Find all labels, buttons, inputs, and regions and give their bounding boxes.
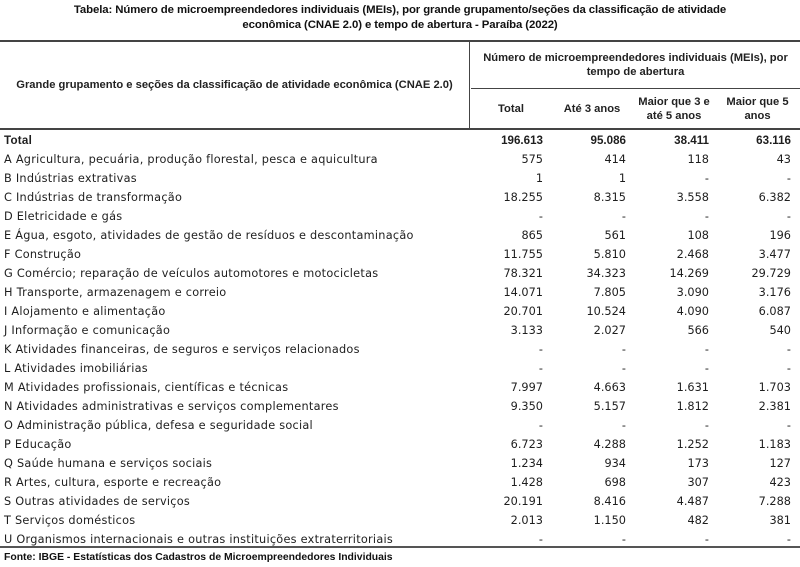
row-label: Total: [4, 134, 33, 147]
table-bottom-rule: [0, 546, 800, 548]
row-label: E Água, esgoto, atividades de gestão de resíduos e descontaminação: [4, 229, 414, 242]
table-row: [0, 473, 800, 492]
table-row: [0, 397, 800, 416]
cell-mais-5-anos: 1.703: [758, 381, 791, 394]
table-row: [0, 359, 800, 378]
cell-3-a-5-anos: -: [704, 343, 709, 356]
cell-total: -: [538, 362, 543, 375]
cell-3-a-5-anos: 3.090: [676, 286, 709, 299]
cell-total: 1.428: [510, 476, 543, 489]
cell-total: -: [538, 210, 543, 223]
cell-ate-3-anos: 7.805: [593, 286, 626, 299]
cell-3-a-5-anos: 3.558: [676, 191, 709, 204]
row-label: U Organismos internacionais e outras instituições extraterritoriais: [4, 533, 394, 546]
cell-total: 9.350: [510, 400, 543, 413]
cell-ate-3-anos: 698: [604, 476, 626, 489]
cell-mais-5-anos: 63.116: [756, 134, 791, 147]
cell-3-a-5-anos: 482: [687, 514, 709, 527]
cell-total: 20.701: [503, 305, 543, 318]
cell-ate-3-anos: 4.663: [593, 381, 626, 394]
cell-3-a-5-anos: 307: [687, 476, 709, 489]
cell-mais-5-anos: 1.183: [758, 438, 791, 451]
cell-3-a-5-anos: 108: [687, 229, 709, 242]
table-row: [0, 245, 800, 264]
column-headers: [471, 89, 800, 128]
table-row: [0, 169, 800, 188]
cell-ate-3-anos: -: [621, 419, 626, 432]
row-label: R Artes, cultura, esporte e recreação: [4, 476, 222, 489]
row-label: O Administração pública, defesa e seguridade social: [4, 419, 313, 432]
cell-ate-3-anos: 934: [604, 457, 626, 470]
cell-mais-5-anos: 2.381: [758, 400, 791, 413]
row-label: B Indústrias extrativas: [4, 172, 137, 185]
cell-mais-5-anos: 196: [769, 229, 791, 242]
cell-ate-3-anos: -: [621, 362, 626, 375]
cell-mais-5-anos: 6.087: [758, 305, 791, 318]
cell-ate-3-anos: 34.323: [586, 267, 626, 280]
cell-total: 196.613: [501, 134, 543, 147]
cell-mais-5-anos: 29.729: [751, 267, 791, 280]
column-group-header: Número de microempreendedores individuais (MEIs), por tempo de abertura: [471, 42, 800, 89]
row-label: J Informação e comunicação: [4, 324, 171, 337]
row-label: Q Saúde humana e serviços sociais: [4, 457, 213, 470]
row-label: A Agricultura, pecuária, produção florestal, pesca e aquicultura: [4, 153, 378, 166]
cell-ate-3-anos: 5.157: [593, 400, 626, 413]
cell-3-a-5-anos: -: [704, 210, 709, 223]
cell-mais-5-anos: 3.176: [758, 286, 791, 299]
cell-total: 78.321: [503, 267, 543, 280]
table-row: [0, 188, 800, 207]
row-label: G Comércio; reparação de veículos automotores e motocicletas: [4, 267, 379, 280]
cell-total: 1: [535, 172, 543, 185]
row-label: H Transporte, armazenagem e correio: [4, 286, 227, 299]
cell-3-a-5-anos: 4.090: [676, 305, 709, 318]
row-label: C Indústrias de transformação: [4, 191, 183, 204]
cell-ate-3-anos: 2.027: [593, 324, 626, 337]
table-row: [0, 454, 800, 473]
cell-ate-3-anos: 4.288: [593, 438, 626, 451]
cell-mais-5-anos: 381: [769, 514, 791, 527]
cell-mais-5-anos: 6.382: [758, 191, 791, 204]
cell-ate-3-anos: 8.416: [593, 495, 626, 508]
cell-3-a-5-anos: 4.487: [676, 495, 709, 508]
cell-3-a-5-anos: 1.252: [676, 438, 709, 451]
cell-3-a-5-anos: -: [704, 533, 709, 546]
table-row: [0, 511, 800, 530]
cell-3-a-5-anos: 2.468: [676, 248, 709, 261]
cell-3-a-5-anos: 14.269: [669, 267, 709, 280]
table-row: [0, 207, 800, 226]
cell-3-a-5-anos: -: [704, 172, 709, 185]
row-header-label: Grande grupamento e seções da classificação de atividade econômica (CNAE 2.0): [0, 42, 470, 128]
cell-total: 575: [521, 153, 543, 166]
cell-mais-5-anos: 540: [769, 324, 791, 337]
source-note: Fonte: IBGE - Estatísticas dos Cadastros de Microempreendedores Individuais: [4, 552, 393, 563]
cell-ate-3-anos: 1: [618, 172, 626, 185]
table-row: [0, 150, 800, 169]
table-row: [0, 302, 800, 321]
cell-total: 20.191: [503, 495, 543, 508]
cell-total: 6.723: [510, 438, 543, 451]
table-row: [0, 283, 800, 302]
row-label: M Atividades profissionais, científicas e técnicas: [4, 381, 289, 394]
cell-mais-5-anos: 43: [776, 153, 791, 166]
cell-mais-5-anos: 7.288: [758, 495, 791, 508]
table-row: [0, 492, 800, 511]
cell-total: -: [538, 533, 543, 546]
table-row: [0, 340, 800, 359]
cell-mais-5-anos: 3.477: [758, 248, 791, 261]
row-label: F Construção: [4, 248, 82, 261]
cell-3-a-5-anos: 566: [687, 324, 709, 337]
row-label: I Alojamento e alimentação: [4, 305, 166, 318]
row-label: S Outras atividades de serviços: [4, 495, 191, 508]
column-header-ate-3-anos: Até 3 anos: [563, 102, 621, 115]
cell-total: 1.234: [510, 457, 543, 470]
cell-ate-3-anos: 95.086: [590, 134, 626, 147]
cell-mais-5-anos: -: [786, 533, 791, 546]
cell-3-a-5-anos: 1.631: [676, 381, 709, 394]
table-title-line-2: econômica (CNAE 2.0) e tempo de abertura - Paraíba (2022): [242, 19, 558, 31]
row-label: P Educação: [4, 438, 72, 451]
cell-ate-3-anos: 1.150: [593, 514, 626, 527]
cell-total: -: [538, 419, 543, 432]
table-title: [0, 3, 800, 33]
row-label: L Atividades imobiliárias: [4, 362, 148, 375]
table-body: [0, 131, 800, 549]
cell-ate-3-anos: -: [621, 210, 626, 223]
column-header-3-a-5-anos: Maior que 3 e até 5 anos: [638, 95, 710, 122]
cell-3-a-5-anos: 1.812: [676, 400, 709, 413]
cell-ate-3-anos: 414: [604, 153, 626, 166]
column-header-mais-5-anos: Maior que 5 anos: [726, 95, 789, 122]
cell-mais-5-anos: 127: [769, 457, 791, 470]
cell-ate-3-anos: -: [621, 343, 626, 356]
cell-total: 7.997: [510, 381, 543, 394]
table-row: [0, 321, 800, 340]
cell-ate-3-anos: 8.315: [593, 191, 626, 204]
column-header-total: Total: [498, 102, 524, 115]
cell-total: 14.071: [503, 286, 543, 299]
cell-total: 865: [521, 229, 543, 242]
cell-total: 11.755: [503, 248, 543, 261]
cell-3-a-5-anos: -: [704, 419, 709, 432]
row-label: D Eletricidade e gás: [4, 210, 123, 223]
cell-ate-3-anos: -: [621, 533, 626, 546]
cell-3-a-5-anos: -: [704, 362, 709, 375]
row-label: K Atividades financeiras, de seguros e serviços relacionados: [4, 343, 360, 356]
cell-mais-5-anos: -: [786, 362, 791, 375]
row-label: T Serviços domésticos: [4, 514, 136, 527]
table-row: [0, 378, 800, 397]
cell-total: -: [538, 343, 543, 356]
cell-ate-3-anos: 561: [604, 229, 626, 242]
table-title-line-1: Tabela: Número de microempreendedores individuais (MEIs), por grande grupamento/seções da classificação de atividade: [73, 4, 727, 16]
cell-mais-5-anos: -: [786, 343, 791, 356]
cell-ate-3-anos: 5.810: [593, 248, 626, 261]
cell-mais-5-anos: -: [786, 172, 791, 185]
cell-3-a-5-anos: 38.411: [674, 134, 709, 147]
row-label: N Atividades administrativas e serviços complementares: [4, 400, 339, 413]
cell-total: 2.013: [510, 514, 543, 527]
table-row: [0, 416, 800, 435]
cell-total: 18.255: [503, 191, 543, 204]
cell-mais-5-anos: -: [786, 419, 791, 432]
table-row: [0, 435, 800, 454]
cell-mais-5-anos: -: [786, 210, 791, 223]
table-row: [0, 226, 800, 245]
table-header: [0, 40, 800, 130]
cell-total: 3.133: [510, 324, 543, 337]
cell-ate-3-anos: 10.524: [586, 305, 626, 318]
table-row-total: [0, 131, 800, 150]
cell-mais-5-anos: 423: [769, 476, 791, 489]
table-row: [0, 264, 800, 283]
cell-3-a-5-anos: 118: [687, 153, 709, 166]
cell-3-a-5-anos: 173: [687, 457, 709, 470]
